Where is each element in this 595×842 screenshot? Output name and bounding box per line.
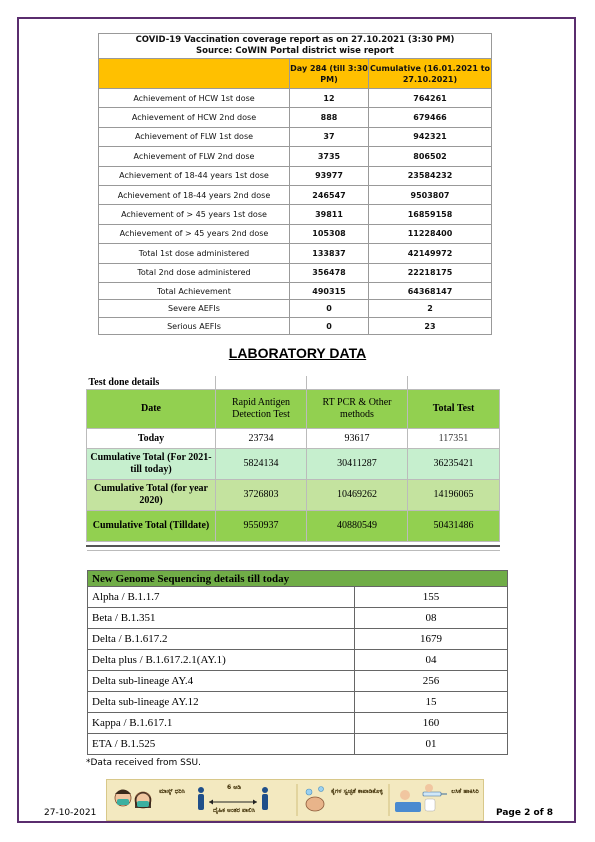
- table-row: [87, 429, 500, 449]
- page-total: 8: [546, 808, 554, 818]
- genome-variant: Delta plus / B.1.617.2.1(AY.1): [88, 650, 355, 671]
- table-row: [88, 713, 508, 734]
- row-label: Total Achievement: [99, 282, 290, 300]
- vaccination-header-blank: [99, 59, 290, 89]
- row-day-value: 356478: [290, 263, 369, 282]
- genome-count: 08: [355, 608, 508, 629]
- row-day-value: 37: [290, 127, 369, 146]
- row-label: Serious AEFIs: [99, 317, 290, 335]
- page-of: of: [530, 808, 547, 818]
- table-row: [88, 650, 508, 671]
- genome-count: 04: [355, 650, 508, 671]
- lab-row-rat: 3726803: [216, 480, 307, 511]
- lab-row-total: 36235421: [408, 449, 500, 480]
- lab-header-rat: Rapid Antigen Detection Test: [216, 390, 307, 429]
- table-row: [99, 300, 492, 318]
- distance-value: 6 ಅಡಿ: [227, 784, 241, 791]
- lab-row-rtpcr: 30411287: [307, 449, 408, 480]
- lab-row-total: 14196065: [408, 480, 500, 511]
- vaccination-title: COVID-19 Vaccination coverage report as on 27.10.2021 (3:30 PM): [135, 35, 455, 45]
- row-cumulative-value: 2: [369, 300, 492, 318]
- row-cumulative-value: 16859158: [369, 205, 492, 224]
- table-row: [88, 587, 508, 608]
- masked-faces-icon: [115, 790, 151, 809]
- vaccination-header-row: [99, 59, 492, 89]
- row-day-value: 0: [290, 300, 369, 318]
- row-label: Achievement of FLW 2nd dose: [99, 147, 290, 166]
- table-row: [87, 449, 500, 480]
- table-row: [87, 511, 500, 542]
- row-day-value: 490315: [290, 282, 369, 300]
- row-label: Achievement of HCW 2nd dose: [99, 108, 290, 127]
- vaccination-table: [98, 33, 492, 335]
- lab-row-total: 50431486: [408, 511, 500, 542]
- vaccination-header-day: Day 284 (till 3:30 PM): [290, 59, 369, 89]
- table-row: [99, 244, 492, 263]
- table-row: [87, 480, 500, 511]
- row-label: Achievement of 18-44 years 2nd dose: [99, 185, 290, 204]
- lab-row-label: Today: [87, 429, 216, 449]
- row-day-value: 3735: [290, 147, 369, 166]
- table-row: [99, 205, 492, 224]
- lab-row-rat: 23734: [216, 429, 307, 449]
- banner-illustrations: [107, 780, 483, 820]
- row-day-value: 246547: [290, 185, 369, 204]
- table-row: [88, 608, 508, 629]
- page-number: [496, 808, 553, 818]
- row-cumulative-value: 806502: [369, 147, 492, 166]
- row-day-value: 39811: [290, 205, 369, 224]
- table-row: [99, 127, 492, 146]
- vaccine-icon: [395, 784, 447, 812]
- genome-table: [87, 570, 508, 755]
- table-row: [99, 224, 492, 243]
- row-day-value: 12: [290, 89, 369, 108]
- page-prefix: Page: [496, 808, 525, 818]
- lab-row-label: Cumulative Total (For 2021- till today): [87, 449, 216, 480]
- lab-row-label: Cumulative Total (for year 2020): [87, 480, 216, 511]
- row-day-value: 105308: [290, 224, 369, 243]
- table-row: [99, 282, 492, 300]
- row-cumulative-value: 679466: [369, 108, 492, 127]
- row-cumulative-value: 764261: [369, 89, 492, 108]
- table-row: [99, 166, 492, 185]
- lab-caption: Test done details: [87, 376, 216, 390]
- table-row: [88, 734, 508, 755]
- table-row: [99, 108, 492, 127]
- lab-row-label: Cumulative Total (Tilldate): [87, 511, 216, 542]
- lab-header-date: Date: [87, 390, 216, 429]
- table-row: [99, 89, 492, 108]
- lab-caption-spacer: [408, 376, 500, 390]
- genome-count: 256: [355, 671, 508, 692]
- table-row: [99, 185, 492, 204]
- row-label: Total 2nd dose administered: [99, 263, 290, 282]
- row-label: Achievement of 18-44 years 1st dose: [99, 166, 290, 185]
- row-label: Severe AEFIs: [99, 300, 290, 318]
- row-cumulative-value: 23584232: [369, 166, 492, 185]
- row-day-value: 133837: [290, 244, 369, 263]
- lab-row-total: 117351: [408, 429, 500, 449]
- genome-variant: ETA / B.1.525: [88, 734, 355, 755]
- footnote: *Data received from SSU.: [86, 758, 201, 768]
- genome-count: 15: [355, 692, 508, 713]
- table-row: [88, 692, 508, 713]
- genome-variant: Delta / B.1.617.2: [88, 629, 355, 650]
- row-label: Total 1st dose administered: [99, 244, 290, 263]
- genome-count: 01: [355, 734, 508, 755]
- page-current: 2: [524, 808, 531, 818]
- lab-header-total: Total Test: [408, 390, 500, 429]
- lab-table-bottom-rule: [86, 545, 500, 547]
- handwash-icon: [306, 787, 324, 812]
- lab-header-rtpcr: RT PCR & Other methods: [307, 390, 408, 429]
- table-row: [99, 263, 492, 282]
- row-cumulative-value: 23: [369, 317, 492, 335]
- row-cumulative-value: 42149972: [369, 244, 492, 263]
- row-label: Achievement of HCW 1st dose: [99, 89, 290, 108]
- mask-text: ಮಾಸ್ಕ್ ಧರಿಸಿ: [159, 788, 185, 795]
- table-row: [88, 629, 508, 650]
- vaccination-header-cumulative: Cumulative (16.01.2021 to 27.10.2021): [369, 59, 492, 89]
- footer-date: 27-10-2021: [44, 808, 97, 818]
- genome-variant: Kappa / B.1.617.1: [88, 713, 355, 734]
- lab-row-rtpcr: 40880549: [307, 511, 408, 542]
- row-cumulative-value: 942321: [369, 127, 492, 146]
- table-row: [99, 317, 492, 335]
- row-cumulative-value: 22218175: [369, 263, 492, 282]
- genome-variant: Beta / B.1.351: [88, 608, 355, 629]
- vaccination-title-cell: [99, 34, 492, 59]
- laboratory-table: [86, 376, 500, 551]
- distance-text: ದೈಹಿಕ ಅಂತರ ಪಾಲಿಸಿ: [212, 807, 256, 814]
- vaccine-text: ಲಸಿಕೆ ಹಾಕಿಸಿರಿ: [451, 788, 479, 795]
- row-label: Achievement of > 45 years 1st dose: [99, 205, 290, 224]
- genome-count: 155: [355, 587, 508, 608]
- genome-variant: Alpha / B.1.1.7: [88, 587, 355, 608]
- lab-caption-spacer: [216, 376, 307, 390]
- covid-behaviour-banner: [106, 779, 484, 821]
- row-day-value: 888: [290, 108, 369, 127]
- lab-caption-spacer: [307, 376, 408, 390]
- row-day-value: 0: [290, 317, 369, 335]
- genome-variant: Delta sub-lineage AY.12: [88, 692, 355, 713]
- row-label: Achievement of FLW 1st dose: [99, 127, 290, 146]
- genome-count: 160: [355, 713, 508, 734]
- row-cumulative-value: 11228400: [369, 224, 492, 243]
- vaccination-source: Source: CoWIN Portal district wise report: [196, 46, 394, 56]
- lab-row-rat: 9550937: [216, 511, 307, 542]
- lab-row-rtpcr: 93617: [307, 429, 408, 449]
- table-row: [88, 671, 508, 692]
- sanitize-text: ಕೈಗಳ ಸ್ವಚ್ಛತೆ ಕಾಪಾಡಿಕೊಳ್ಳಿ: [331, 788, 383, 795]
- lab-row-rat: 5824134: [216, 449, 307, 480]
- row-cumulative-value: 9503807: [369, 185, 492, 204]
- laboratory-heading: LABORATORY DATA: [228, 345, 367, 361]
- table-row: [99, 147, 492, 166]
- lab-header-row: [87, 390, 500, 429]
- row-day-value: 93977: [290, 166, 369, 185]
- genome-count: 1679: [355, 629, 508, 650]
- lab-row-rtpcr: 10469262: [307, 480, 408, 511]
- row-label: Achievement of > 45 years 2nd dose: [99, 224, 290, 243]
- row-cumulative-value: 64368147: [369, 282, 492, 300]
- genome-heading: New Genome Sequencing details till today: [88, 571, 508, 587]
- genome-variant: Delta sub-lineage AY.4: [88, 671, 355, 692]
